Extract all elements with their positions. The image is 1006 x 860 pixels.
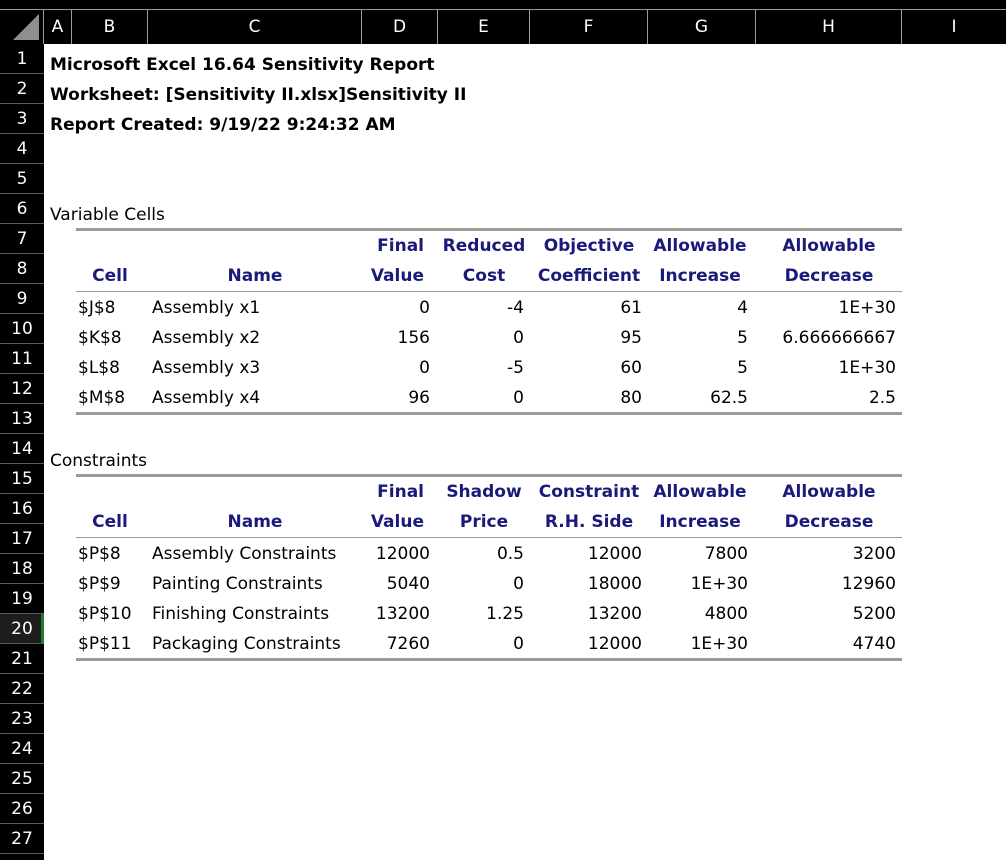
vc-reduced-cost[interactable]: 0	[513, 388, 524, 408]
row-header-20[interactable]: 20	[0, 614, 44, 644]
vc-allowable-decrease[interactable]: 2.5	[868, 388, 896, 408]
row-header-7[interactable]: 7	[0, 224, 44, 254]
c-final-value[interactable]: 13200	[375, 604, 430, 624]
vc-final-value[interactable]: 156	[397, 328, 430, 348]
vc-header-cell: Cell	[92, 266, 128, 286]
row-header-22[interactable]: 22	[0, 674, 44, 704]
c-shadow-price[interactable]: 1.25	[486, 604, 524, 624]
vc-cell-ref[interactable]: $L$8	[78, 358, 120, 378]
c-rh-side[interactable]: 18000	[587, 574, 642, 594]
vc-allowable-increase[interactable]: 5	[737, 358, 748, 378]
row-header-12[interactable]: 12	[0, 374, 44, 404]
row-header-25[interactable]: 25	[0, 764, 44, 794]
c-header-rhs: R.H. Side	[544, 512, 634, 532]
row-header-6[interactable]: 6	[0, 194, 44, 224]
vc-objective-coefficient[interactable]: 80	[620, 388, 642, 408]
c-header-name: Name	[227, 512, 283, 532]
vc-header-decrease: Decrease	[784, 266, 874, 286]
row-header-15[interactable]: 15	[0, 464, 44, 494]
vc-final-value[interactable]: 0	[419, 358, 430, 378]
vc-objective-coefficient[interactable]: 60	[620, 358, 642, 378]
c-name[interactable]: Assembly Constraints	[152, 544, 337, 564]
vc-header-reduced: Reduced	[442, 236, 526, 256]
row-header-26[interactable]: 26	[0, 794, 44, 824]
vc-final-value[interactable]: 96	[408, 388, 430, 408]
row-header-1[interactable]: 1	[0, 44, 44, 74]
row-header-2[interactable]: 2	[0, 74, 44, 104]
row-header-23[interactable]: 23	[0, 704, 44, 734]
column-header-a[interactable]: A	[44, 10, 72, 44]
vc-header-cost: Cost	[462, 266, 506, 286]
column-header-b[interactable]: B	[72, 10, 148, 44]
variable-cells-bottom-rule	[76, 412, 902, 415]
row-header-24[interactable]: 24	[0, 734, 44, 764]
vc-reduced-cost[interactable]: 0	[513, 328, 524, 348]
select-all-triangle-icon	[13, 14, 39, 40]
vc-header-name: Name	[227, 266, 283, 286]
vc-name[interactable]: Assembly x4	[152, 388, 261, 408]
c-allowable-decrease[interactable]: 3200	[852, 544, 896, 564]
c-header-increase: Increase	[659, 512, 741, 532]
c-header-value: Value	[370, 512, 424, 532]
constraints-bottom-rule	[76, 658, 902, 661]
vc-header-increase: Increase	[659, 266, 741, 286]
report-created: Report Created: 9/19/22 9:24:32 AM	[50, 115, 396, 135]
c-cell-ref[interactable]: $P$8	[78, 544, 121, 564]
c-header-cell: Cell	[92, 512, 128, 532]
vc-cell-ref[interactable]: $K$8	[78, 328, 122, 348]
vc-allowable-decrease[interactable]: 1E+30	[838, 298, 896, 318]
c-header-constraint: Constraint	[538, 482, 640, 502]
column-header-c[interactable]: C	[148, 10, 362, 44]
vc-allowable-decrease[interactable]: 6.666666667	[782, 328, 896, 348]
vc-header-final: Final	[377, 236, 424, 256]
c-name[interactable]: Finishing Constraints	[152, 604, 330, 624]
constraints-label: Constraints	[50, 451, 147, 471]
c-allowable-increase[interactable]: 7800	[704, 544, 748, 564]
column-header-g[interactable]: G	[648, 10, 756, 44]
row-header-3[interactable]: 3	[0, 104, 44, 134]
column-header-d[interactable]: D	[362, 10, 438, 44]
variable-cells-label: Variable Cells	[50, 205, 165, 225]
row-header-11[interactable]: 11	[0, 344, 44, 374]
c-final-value[interactable]: 12000	[375, 544, 430, 564]
c-final-value[interactable]: 7260	[386, 634, 430, 654]
cell-grid[interactable]	[44, 44, 1006, 860]
c-allowable-decrease[interactable]: 5200	[852, 604, 896, 624]
c-rh-side[interactable]: 12000	[587, 634, 642, 654]
row-header-10[interactable]: 10	[0, 314, 44, 344]
vc-name[interactable]: Assembly x3	[152, 358, 261, 378]
c-allowable-decrease[interactable]: 12960	[841, 574, 896, 594]
vc-header-allowable-dec: Allowable	[782, 236, 876, 256]
c-header-allowable-dec: Allowable	[782, 482, 876, 502]
report-title: Microsoft Excel 16.64 Sensitivity Report	[50, 55, 435, 75]
c-header-allowable-inc: Allowable	[653, 482, 747, 502]
row-header-19[interactable]: 19	[0, 584, 44, 614]
c-allowable-increase[interactable]: 1E+30	[690, 634, 748, 654]
row-header-9[interactable]: 9	[0, 284, 44, 314]
c-cell-ref[interactable]: $P$11	[78, 634, 132, 654]
constraints-header-rule	[76, 537, 902, 538]
c-allowable-increase[interactable]: 1E+30	[690, 574, 748, 594]
vc-header-allowable-inc: Allowable	[653, 236, 747, 256]
vc-reduced-cost[interactable]: -5	[507, 358, 524, 378]
row-header-13[interactable]: 13	[0, 404, 44, 434]
c-header-price: Price	[459, 512, 509, 532]
c-header-final: Final	[377, 482, 424, 502]
c-cell-ref[interactable]: $P$10	[78, 604, 132, 624]
c-name[interactable]: Painting Constraints	[152, 574, 323, 594]
vc-allowable-increase[interactable]: 5	[737, 328, 748, 348]
c-shadow-price[interactable]: 0	[513, 574, 524, 594]
c-cell-ref[interactable]: $P$9	[78, 574, 121, 594]
vc-cell-ref[interactable]: $J$8	[78, 298, 116, 318]
report-worksheet: Worksheet: [Sensitivity II.xlsx]Sensitivity II	[50, 85, 467, 105]
row-header-4[interactable]: 4	[0, 134, 44, 164]
c-rh-side[interactable]: 13200	[587, 604, 642, 624]
row-header-27[interactable]: 27	[0, 824, 44, 854]
vc-name[interactable]: Assembly x1	[152, 298, 261, 318]
row-header-14[interactable]: 14	[0, 434, 44, 464]
vc-objective-coefficient[interactable]: 95	[620, 328, 642, 348]
column-header-i[interactable]: I	[902, 10, 1006, 44]
c-shadow-price[interactable]: 0	[513, 634, 524, 654]
vc-header-coefficient: Coefficient	[537, 266, 641, 286]
c-final-value[interactable]: 5040	[386, 574, 430, 594]
row-header-5[interactable]: 5	[0, 164, 44, 194]
vc-allowable-decrease[interactable]: 1E+30	[838, 358, 896, 378]
row-header-16[interactable]: 16	[0, 494, 44, 524]
column-header-e[interactable]: E	[438, 10, 530, 44]
row-header-8[interactable]: 8	[0, 254, 44, 284]
vc-header-value: Value	[370, 266, 424, 286]
row-header-18[interactable]: 18	[0, 554, 44, 584]
c-allowable-decrease[interactable]: 4740	[852, 634, 896, 654]
vc-final-value[interactable]: 0	[419, 298, 430, 318]
vc-cell-ref[interactable]: $M$8	[78, 388, 126, 408]
row-header-17[interactable]: 17	[0, 524, 44, 554]
column-header-h[interactable]: H	[756, 10, 902, 44]
vc-reduced-cost[interactable]: -4	[507, 298, 524, 318]
variable-cells-header-rule	[76, 291, 902, 292]
vc-allowable-increase[interactable]: 62.5	[710, 388, 748, 408]
row-header-21[interactable]: 21	[0, 644, 44, 674]
vc-allowable-increase[interactable]: 4	[737, 298, 748, 318]
c-shadow-price[interactable]: 0.5	[496, 544, 524, 564]
select-all-button[interactable]	[0, 10, 44, 44]
c-header-shadow: Shadow	[446, 482, 522, 502]
column-header-f[interactable]: F	[530, 10, 648, 44]
c-header-decrease: Decrease	[784, 512, 874, 532]
c-rh-side[interactable]: 12000	[587, 544, 642, 564]
vc-objective-coefficient[interactable]: 61	[620, 298, 642, 318]
c-allowable-increase[interactable]: 4800	[704, 604, 748, 624]
c-name[interactable]: Packaging Constraints	[152, 634, 341, 654]
vc-name[interactable]: Assembly x2	[152, 328, 261, 348]
vc-header-objective: Objective	[543, 236, 635, 256]
